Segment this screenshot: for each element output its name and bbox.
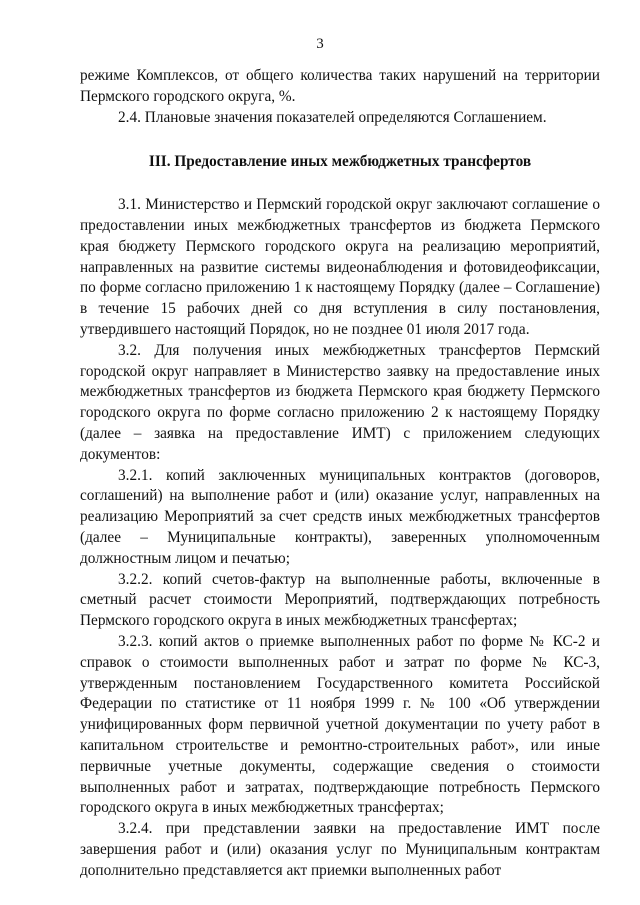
paragraph-2-4: 2.4. Плановые значения показателей определяются Соглашением. [118,108,547,126]
paragraph-continuation: режиме Комплексов, от общего количества таких нарушений на территории Пермского городского округа, %. [80,67,600,105]
paragraph-3-2-4: 3.2.4. при представлении заявки на предоставление ИМТ после завершения работ и (или) оказания услуг по Муниципальным контрактам дополнительно представляется акт приемки выполненных работ [80,820,600,879]
paragraph-3-2: 3.2. Для получения иных межбюджетных трансфертов Пермский городской округ направляет в Министерство заявку на предоставление иных межбюджетных трансфертов из бюджета Пермского края бюджету Пермского городского округа по форме согласно приложению 2 к настоящему Порядку (далее – заявка на предоставление ИМТ) с приложением следующих документов: [80,341,600,463]
section-heading: III. Предоставление иных межбюджетных трансфертов [148,153,532,171]
paragraph-3-2-1: 3.2.1. копий заключенных муниципальных контрактов (договоров, соглашений) на выполнение работ и (или) оказание услуг, направленных на реализацию Мероприятий за счет средств иных межбюджетных трансфертов (далее – Муниципальные контракты), заверенных уполномоченным должностным лицом и печатью; [80,466,600,567]
page-number: 3 [316,36,324,52]
document-body [80,66,600,881]
paragraph-3-2-2: 3.2.2. копий счетов-фактур на выполненные работы, включенные в сметный расчет стоимости Мероприятий, подтверждающих потребность Пермского городского округа в иных межбюджетных трансфертах; [80,570,600,630]
paragraph-3-2-3: 3.2.3. копий актов о приемке выполненных работ по форме № КС-2 и справок о стоимости выполненных работ и затрат по форме № КС-3, утвержденным постановлением Государственного комитета Российской Федерации по статистике от 11 ноября 1999 г. № 100 «Об утверждении унифицированных форм первичной учетной документации по учету работ в капитальном строительстве и ремонтно-строительных работ», или иные первичные учетные документы, содержащие сведения о стоимости выполненных работ и затратах, подтверждающие потребность Пермского городского округа в иных межбюджетных трансфертах; [80,632,600,817]
paragraph-3-1: 3.1. Министерство и Пермский городской округ заключают соглашение о предоставлении иных межбюджетных трансфертов из бюджета Пермского края бюджету Пермского городского округа на реализацию мероприятий, направленных на развитие системы видеонаблюдения и фотовидеофиксации, по форме согласно приложению 1 к настоящему Порядку (далее – Соглашение) в течение 15 рабочих дней со дня вступления в силу постановления, утвердившего настоящий Порядок, но не позднее 01 июля 2017 года. [80,196,600,338]
